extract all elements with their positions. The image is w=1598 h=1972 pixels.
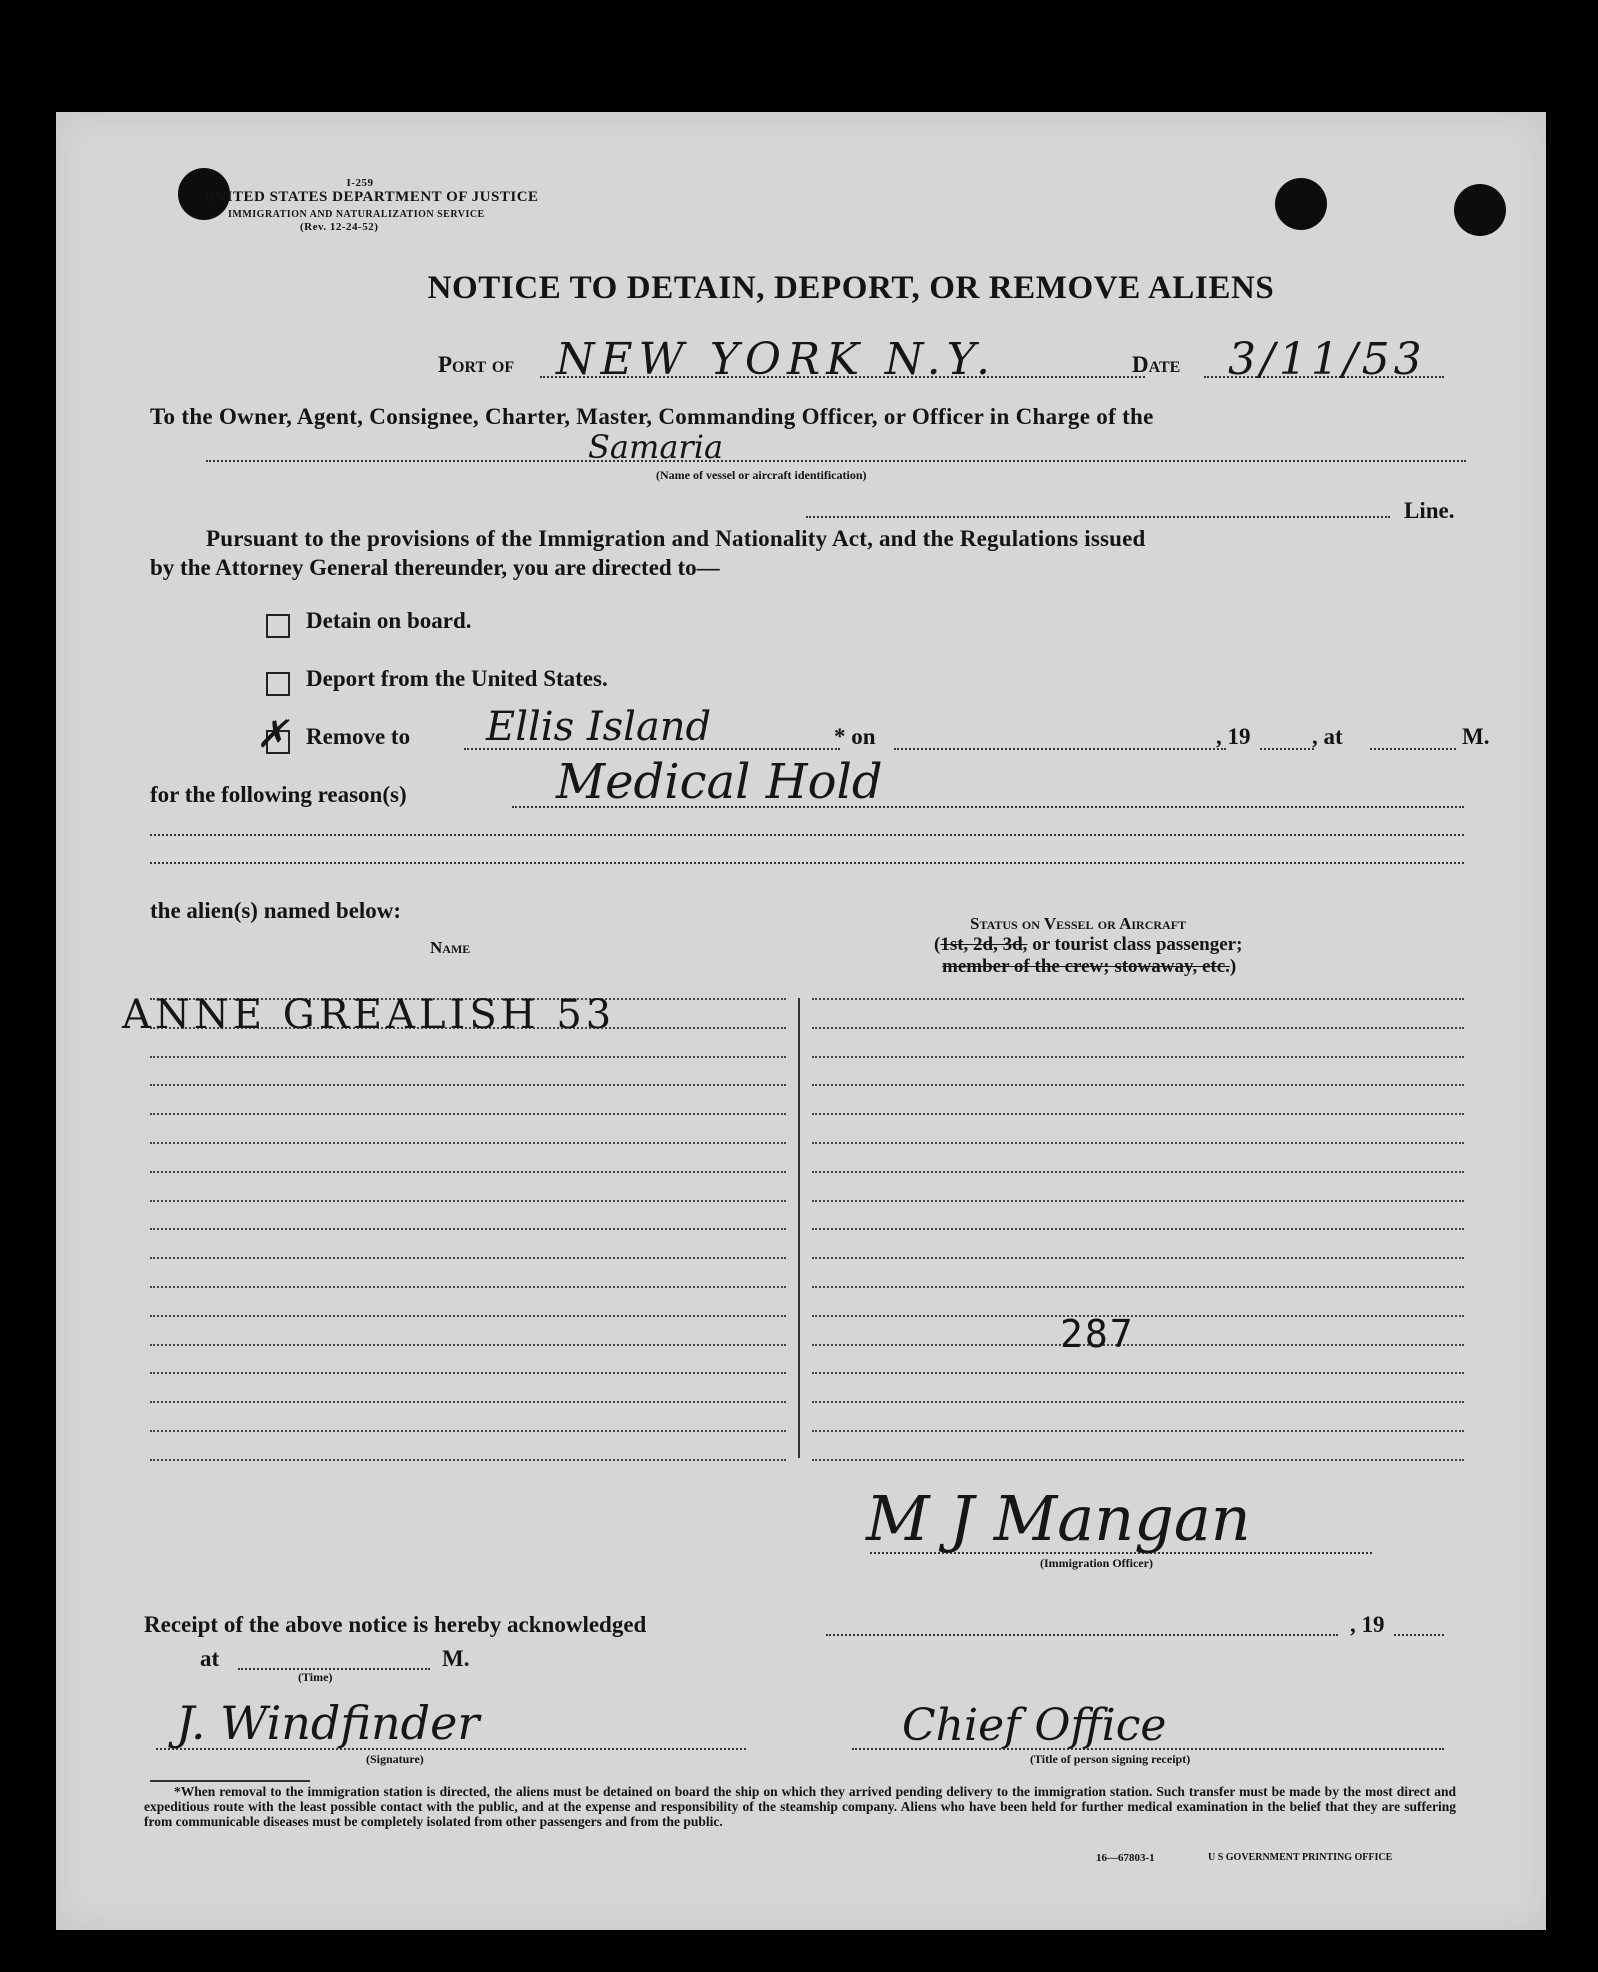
struck-class-text: 1st, 2d, 3d, <box>940 934 1028 955</box>
name-row-line <box>150 1372 786 1374</box>
name-row-line <box>150 1200 786 1202</box>
name-row-line <box>150 1171 786 1173</box>
status-row-line <box>812 1344 1464 1346</box>
punch-hole-right-2 <box>1454 184 1506 236</box>
reason-line-2 <box>150 834 1464 836</box>
name-row-line <box>150 1142 786 1144</box>
reason-value: Medical Hold <box>556 754 883 810</box>
receipt-signature: J. Windfinder <box>176 1696 480 1750</box>
line-label: Line. <box>1404 498 1455 523</box>
status-row-line <box>812 1056 1464 1058</box>
name-row-line <box>150 1401 786 1403</box>
at-label: , at <box>1312 724 1343 749</box>
status-row-line <box>812 1401 1464 1403</box>
receipt-date-line <box>826 1634 1338 1636</box>
line-field <box>806 516 1390 518</box>
port-label: Port of <box>438 352 515 377</box>
pursuant-text-2: by the Attorney General thereunder, you are directed to— <box>150 555 720 580</box>
receipt-title-value: Chief Office <box>902 1700 1167 1751</box>
receipt-year-line <box>1394 1634 1444 1636</box>
column-divider <box>798 998 800 1458</box>
signature-caption: (Signature) <box>366 1752 424 1766</box>
status-row-line <box>812 1315 1464 1317</box>
footnote-rule <box>150 1780 310 1782</box>
vessel-value: Samaria <box>588 428 724 466</box>
m-label: M. <box>1462 724 1490 749</box>
print-code: 16—67803-1 <box>1096 1852 1155 1864</box>
on-date-line <box>894 748 1226 750</box>
form-sheet <box>56 112 1546 1930</box>
form-title: NOTICE TO DETAIN, DEPORT, OR REMOVE ALIENS <box>427 270 1275 306</box>
title-caption: (Title of person signing receipt) <box>1030 1752 1191 1766</box>
status-row-line <box>812 1459 1464 1461</box>
status-row-line <box>812 1113 1464 1115</box>
name-row-line <box>150 1228 786 1230</box>
deport-checkbox[interactable] <box>266 672 290 696</box>
alien-name-value: ANNE GREALISH 53 <box>122 992 616 1038</box>
reason-line-3 <box>150 862 1464 864</box>
department-line: UNITED STATES DEPARTMENT OF JUSTICE <box>204 189 539 205</box>
year-line <box>1260 748 1314 750</box>
status-row-line <box>812 1142 1464 1144</box>
name-row-line <box>150 1113 786 1115</box>
name-row-line <box>150 1056 786 1058</box>
reason-label: for the following reason(s) <box>150 782 407 807</box>
status-row-line <box>812 1171 1464 1173</box>
form-number: I-259 <box>346 177 374 189</box>
status-header-line1: (1st, 2d, 3d, or tourist class passenger; <box>934 934 1243 955</box>
time-line <box>1370 748 1456 750</box>
on-label: * on <box>834 724 876 749</box>
receipt-year-label: , 19 <box>1350 1612 1385 1637</box>
status-row-line <box>812 1228 1464 1230</box>
remove-label: Remove to <box>306 724 411 749</box>
remove-check-mark: ✗ <box>256 712 288 756</box>
receipt-m-label: M. <box>442 1646 470 1671</box>
name-row-line <box>150 1315 786 1317</box>
pursuant-text-1: Pursuant to the provisions of the Immigration and Nationality Act, and the Regulations issued <box>206 526 1146 551</box>
remove-to-value: Ellis Island <box>486 704 712 750</box>
status-row-line <box>812 1084 1464 1086</box>
receipt-time-line <box>238 1668 430 1670</box>
status-row-line <box>812 1430 1464 1432</box>
receipt-at-label: at <box>200 1646 220 1671</box>
officer-signature: M J Mangan <box>866 1482 1251 1555</box>
receipt-text: Receipt of the above notice is hereby acknowledged <box>144 1612 647 1637</box>
time-caption: (Time) <box>298 1670 333 1684</box>
name-row-line <box>150 1459 786 1461</box>
status-row-line <box>812 1257 1464 1259</box>
aliens-label: the alien(s) named below: <box>150 898 402 923</box>
footnote-text: *When removal to the immigration station is directed, the aliens must be detained on board the ship on which they arrived pending delivery to the immigration station. Such transfer must be made by the most direct and expeditious route with the least possible contact with the public, and at the expense and responsibility of the steamship company. Aliens who have been held for further medical examination in the belief that they are suffering from communicable diseases must be completely isolated from other passengers and from the public. <box>144 1784 1456 1829</box>
stamp-number: 287 <box>1060 1312 1135 1356</box>
name-row-line <box>150 1084 786 1086</box>
status-row-line <box>812 998 1464 1000</box>
date-value: 3/11/53 <box>1228 334 1426 385</box>
status-row-line <box>812 1200 1464 1202</box>
status-header-line2: member of the crew; stowaway, etc.) <box>942 956 1237 977</box>
status-row-line <box>812 1372 1464 1374</box>
name-column-header: Name <box>430 938 471 957</box>
vessel-line <box>206 460 1466 462</box>
date-label: Date <box>1132 352 1181 377</box>
addressee-line: To the Owner, Agent, Consignee, Charter, Master, Commanding Officer, or Officer in Charge of the <box>150 404 1154 429</box>
name-row-line <box>150 1286 786 1288</box>
officer-caption: (Immigration Officer) <box>1040 1556 1153 1570</box>
detain-label: Detain on board. <box>306 608 472 633</box>
vessel-caption: (Name of vessel or aircraft identification) <box>656 468 867 482</box>
revision-line: (Rev. 12-24-52) <box>300 221 379 233</box>
status-row-line <box>812 1027 1464 1029</box>
status-row-line <box>812 1286 1464 1288</box>
year-label: , 19 <box>1216 724 1251 749</box>
punch-hole-right-1 <box>1275 178 1327 230</box>
receipt-title-line <box>852 1748 1444 1750</box>
port-value: NEW YORK N.Y. <box>556 334 996 385</box>
service-line: IMMIGRATION AND NATURALIZATION SERVICE <box>228 209 485 220</box>
status-header-title: Status on Vessel or Aircraft <box>970 914 1187 933</box>
receipt-signature-line <box>156 1748 746 1750</box>
name-row-line <box>150 1257 786 1259</box>
name-row-line <box>150 1430 786 1432</box>
name-row-line <box>150 1344 786 1346</box>
printer-imprint: U S GOVERNMENT PRINTING OFFICE <box>1208 1852 1393 1863</box>
detain-checkbox[interactable] <box>266 614 290 638</box>
struck-crew-text: member of the crew; stowaway, etc. <box>942 956 1230 977</box>
deport-label: Deport from the United States. <box>306 666 608 691</box>
